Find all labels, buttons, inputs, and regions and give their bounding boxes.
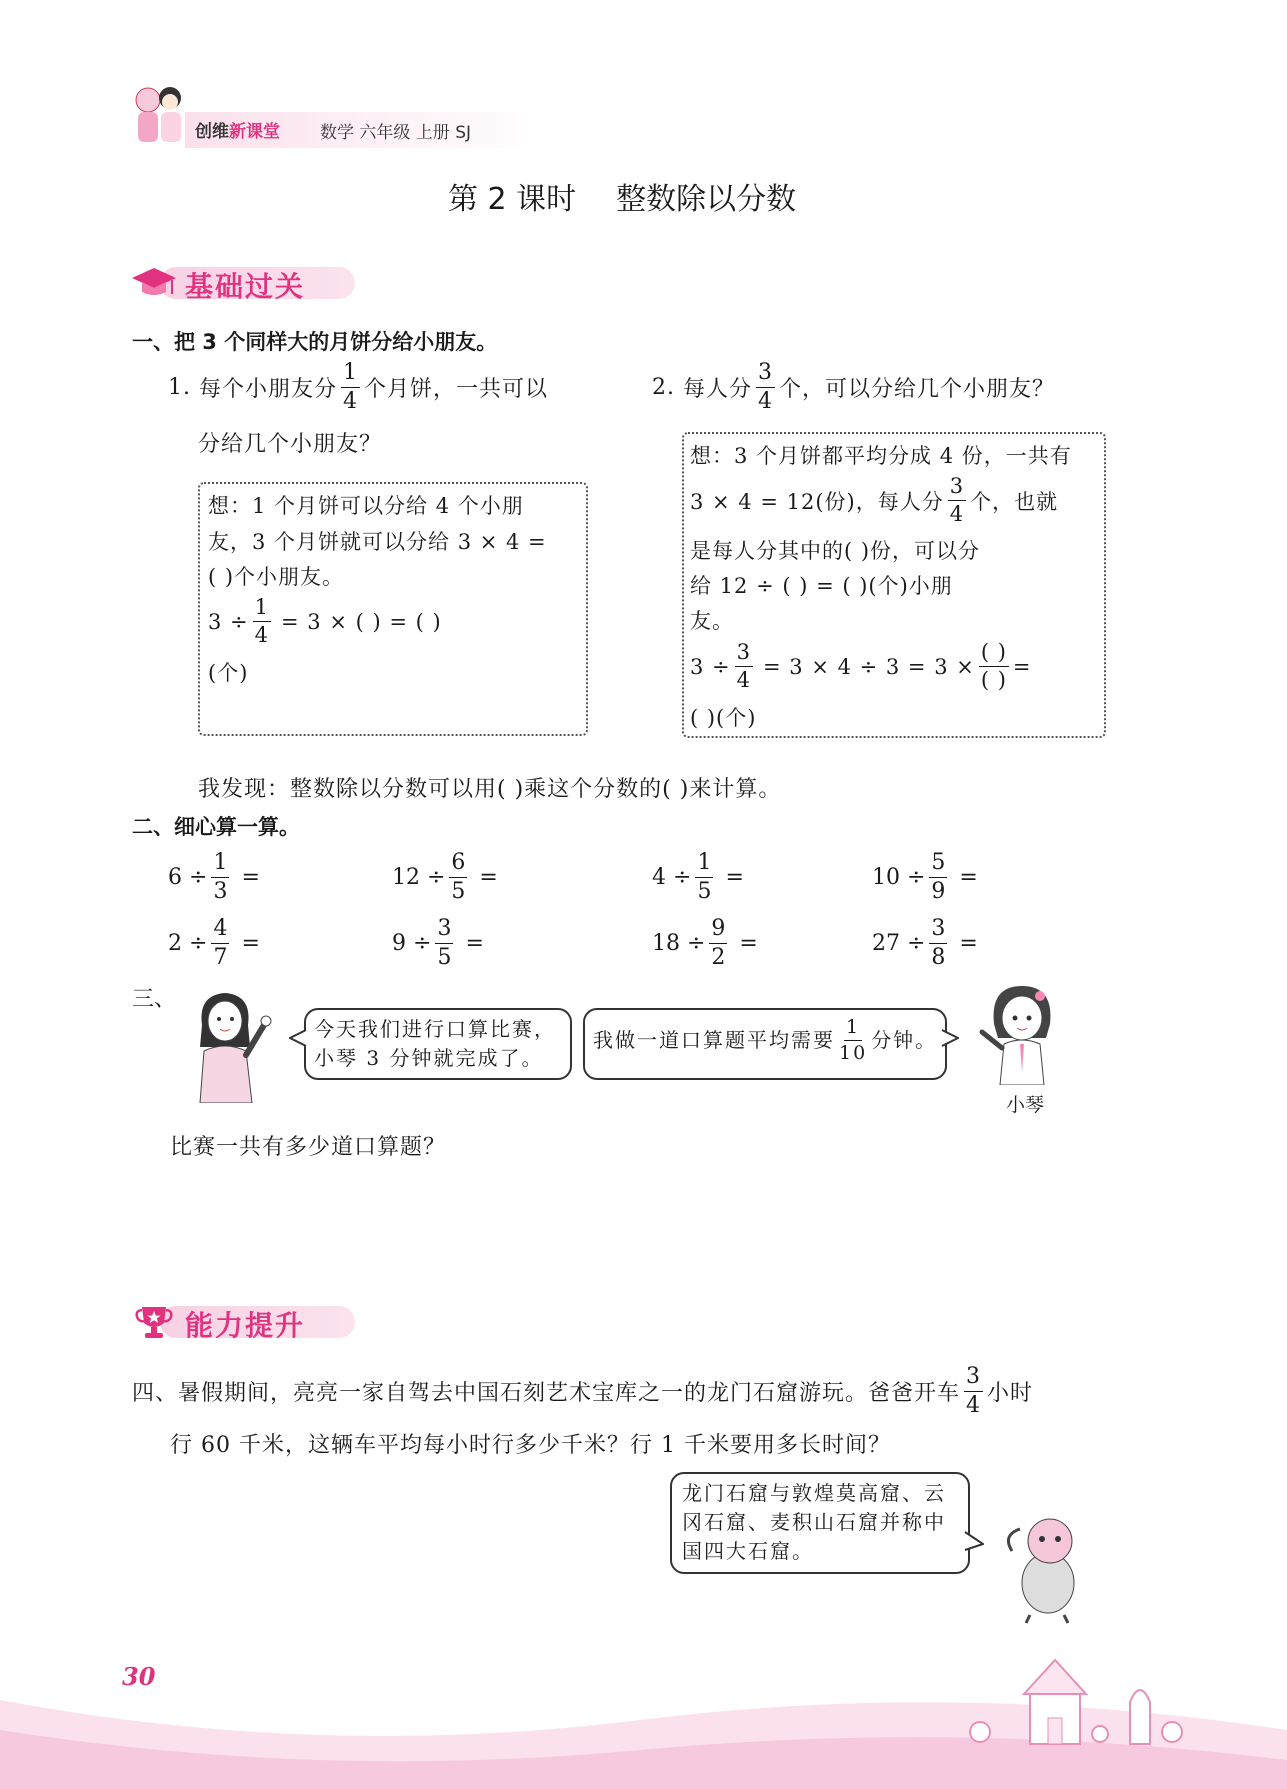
girl-name: 小琴 [1006,1094,1045,1116]
q1-p1-stem: 1. 每个小朋友分 $\frac{1}{4}$ 个月饼，一共可以 [168,360,549,414]
fraction: $\frac{1}{10}$ [839,1016,868,1064]
q2-heading: 二、细心算一算。 [132,815,300,839]
fraction: $\frac{3}{4}$ [736,640,752,692]
mascot-illustration [1000,1505,1095,1625]
teacher-illustration [180,985,280,1103]
fraction: $\frac{( )}{( )}$ [980,640,1007,692]
calc-item: 9 ÷ $\frac{3}{5}$ = [392,916,484,970]
calc-item: 6 ÷ $\frac{1}{3}$ = [168,850,260,904]
section-advanced: 能力提升 [130,1303,360,1343]
calc-item: 12 ÷ $\frac{6}{5}$ = [392,850,498,904]
fraction: $\frac{3}{5}$ [437,916,452,970]
section-basic: 基础过关 [130,264,360,304]
info-bubble: 龙门石窟与敦煌莫高窟、云 冈石窟、麦积山石窟并称中 国四大石窟。 [670,1472,970,1574]
q1-p1-equation: 3 ÷ $\frac{1}{4}$ = 3 × ( ) = ( ) [208,595,442,647]
q1-p1-stem-line2: 分给几个小朋友？ [198,432,383,457]
q4-stem-line2: 行 60 千米，这辆车平均每小时行多少千米？行 1 千米要用多长时间？ [170,1433,891,1458]
calc-item: 18 ÷ $\frac{9}{2}$ = [652,916,758,970]
fraction: $\frac{1}{4}$ [343,360,359,414]
q1-p2-equation: 3 ÷ $\frac{3}{4}$ = 3 × 4 ÷ 3 = 3 × $\frac{( )}{( )}$ = [690,640,1032,692]
teacher-speech-bubble: 今天我们进行口算比赛， 小琴 3 分钟就完成了。 [304,1008,572,1080]
bubble-tail [964,1530,984,1552]
bubble-tail [941,1028,959,1048]
header-subject: 数学 六年级 上册 SJ [320,123,472,143]
q1-p1-hint-box: 想：1 个月饼可以分给 4 个小朋 友，3 个月饼就可以分给 3 × 4 = ( )个小朋友。 3 ÷ $\frac{1}{4}$ = 3 × ( ) = ( ) (个) [198,482,588,736]
q1-p2-stem: 2. 每人分 $\frac{3}{4}$ 个，可以分给几个小朋友？ [652,360,1056,414]
girl-illustration [972,980,1072,1085]
fraction: $\frac{5}{9}$ [931,850,946,904]
q1-p2-line2: 3 × 4 = 12(份)，每人分 $\frac{3}{4}$ 个，也就 [690,474,1059,526]
q1-p2-hint-box: 想：3 个月饼都平均分成 4 份，一共有 3 × 4 = 12(份)，每人分 $\frac{3}{4}$ 个，也就 是每人分其中的( )份，可以分 给 12 ÷ ( ) = ( )(个)小朋 友。 3 ÷ $\frac{3}{4}$ = 3 × 4 ÷ 3 = 3 × $\frac{( )}{( )}$ = ( )(个) [682,432,1106,738]
fraction: $\frac{1}{5}$ [697,850,712,904]
q1-discover: 我发现：整数除以分数可以用( )乘这个分数的( )来计算。 [198,777,782,802]
girl-speech-bubble: 我做一道口算题平均需要 $\frac{1}{10}$ 分钟。 [583,1008,947,1080]
graduation-cap-icon [130,266,178,300]
fraction: $\frac{3}{4}$ [949,474,965,526]
calc-item: 2 ÷ $\frac{4}{7}$ = [168,916,260,970]
fraction: $\frac{3}{4}$ [758,360,774,414]
calc-item: 4 ÷ $\frac{1}{5}$ = [652,850,744,904]
q1-heading: 一、把 3 个同样大的月饼分给小朋友。 [132,330,498,354]
q4-stem-line1: 四、暑假期间，亮亮一家自驾去中国石刻艺术宝库之一的龙门石窟游玩。爸爸开车 $\frac{3}{4}$ 小时 [132,1364,1034,1418]
fraction: $\frac{3}{4}$ [966,1364,982,1418]
calc-item: 27 ÷ $\frac{3}{8}$ = [872,916,978,970]
header-series: 创维新课堂 [195,122,280,142]
fraction: $\frac{1}{4}$ [254,595,270,647]
fraction: $\frac{9}{2}$ [711,916,726,970]
calc-item: 10 ÷ $\frac{5}{9}$ = [872,850,978,904]
fraction: $\frac{4}{7}$ [213,916,228,970]
fraction: $\frac{1}{3}$ [213,850,228,904]
castle-icon [960,1652,1190,1747]
fraction: $\frac{3}{8}$ [931,916,946,970]
page-title: 第 2 课时 整数除以分数 [448,182,797,217]
q3-question: 比赛一共有多少道口算题？ [170,1135,447,1160]
trophy-icon [134,1303,174,1341]
header-mascot [128,82,190,152]
q3-number: 三、 [132,987,177,1012]
page-number: 30 [122,1662,156,1691]
fraction: $\frac{6}{5}$ [451,850,466,904]
bubble-tail [289,1028,307,1048]
